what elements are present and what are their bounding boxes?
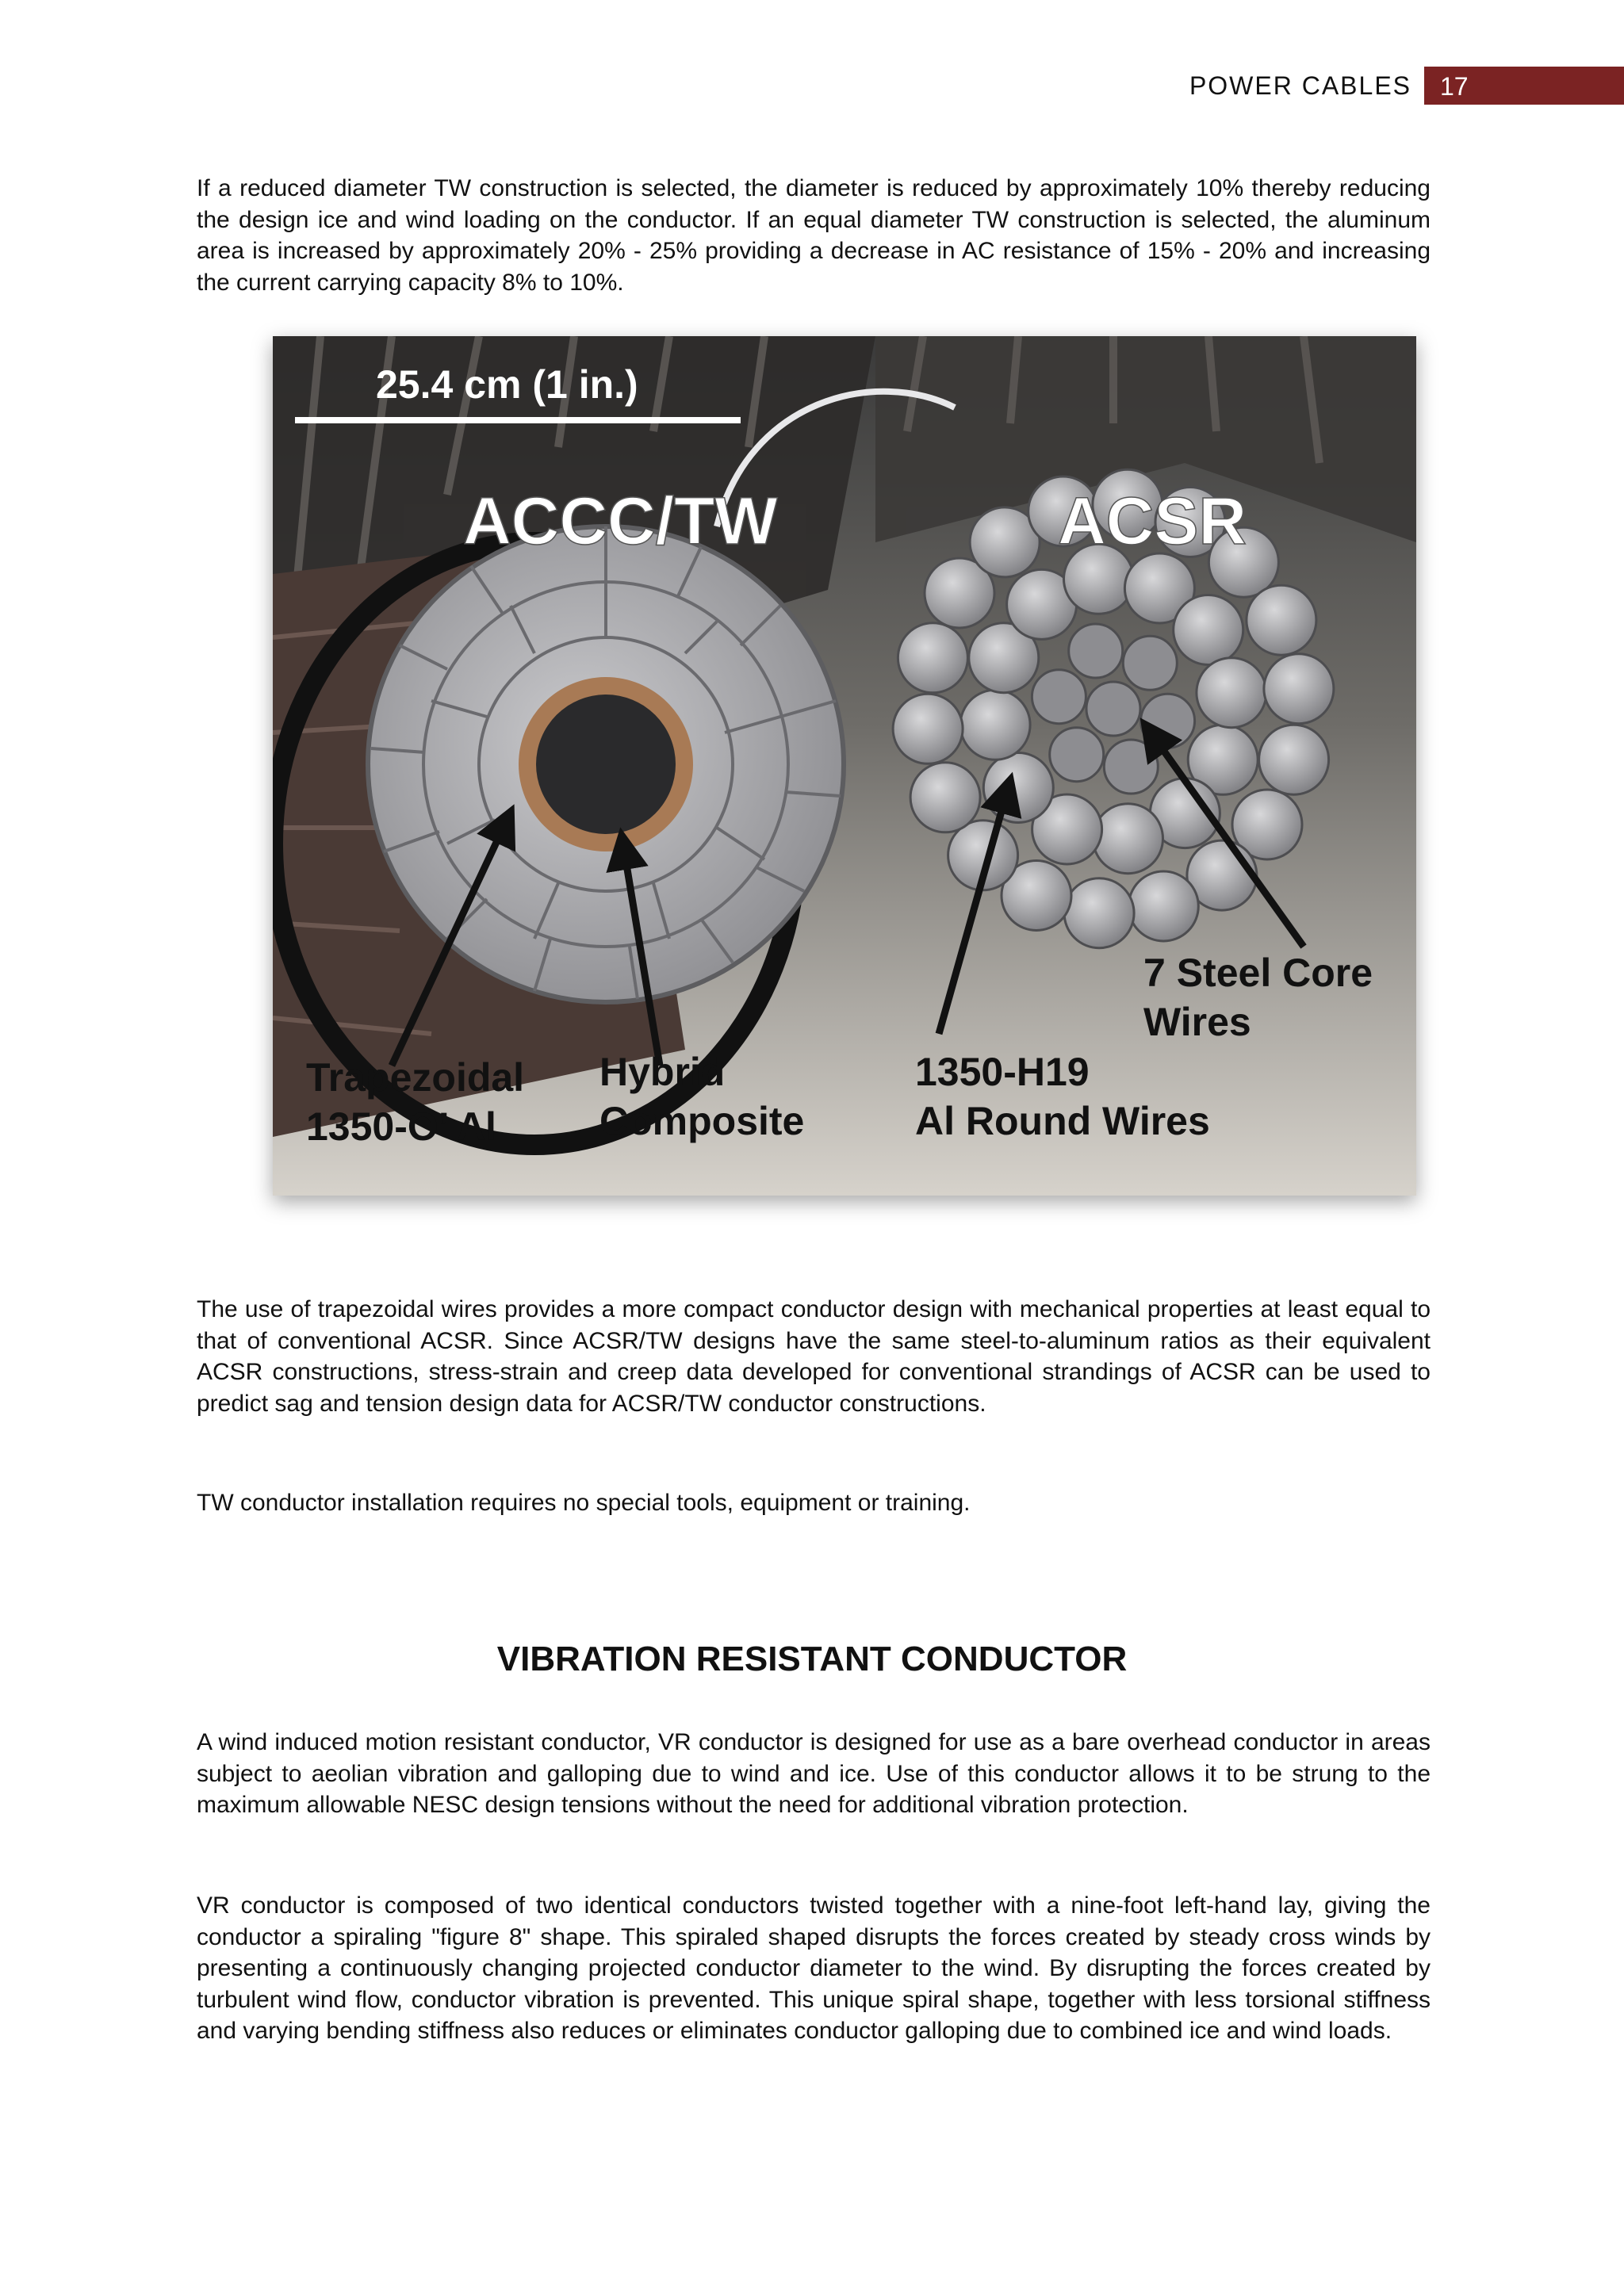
aluminum-round-wire [1197, 658, 1266, 728]
accc-tw-cross-section [368, 526, 844, 1002]
label-hybrid-line2: Composite [599, 1099, 805, 1143]
aluminum-round-wire [1264, 654, 1334, 724]
aluminum-round-wire [1094, 804, 1163, 874]
acsr-title: ACSR [1058, 484, 1247, 558]
aluminum-round-wire [1247, 585, 1316, 655]
label-trapezoidal-line2: 1350-O’ Al [306, 1104, 496, 1149]
accc-tw-title: ACCC/TW [463, 484, 778, 558]
aluminum-round-wire [898, 623, 967, 693]
steel-core-wire [1123, 636, 1177, 690]
section-heading: VIBRATION RESISTANT CONDUCTOR [496, 1640, 1128, 1678]
page-number: 17 [1440, 72, 1469, 101]
paragraph-vr-conductor-intro: A wind induced motion resistant conductor, VR conductor is designed for use as a bare overhead conductor in areas subject to aeolian vibration and galloping due to wind and ice. Use of this conductor allows it to be strung to the maximum allowable NESC design tensions without the need for additional vibration protection. [197, 1729, 1431, 1818]
page-header [0, 67, 1624, 105]
paragraph-tw-diameter: If a reduced diameter TW construction is selected, the diameter is reduced by approximately 10% thereby reducing the design ice and wind loading on the conductor. If an equal diameter TW construction is selected, the aluminum area is increased by approximately 20% - 25% providing a decrease in AC resistance of 15% - 20% and increasing the current carrying capacity 8% to 10%. [197, 175, 1431, 296]
label-round-line1: 1350-H19 [915, 1050, 1090, 1094]
paragraph-trapezoidal-wires: The use of trapezoidal wires provides a more compact conductor design with mechanical properties at least equal to that of conventional ACSR. Since ACSR/TW designs have the same steel-to-aluminum ratios as their equivalent ACSR constructions, stress-strain and creep data developed for conventional strandings of ACSR can be used to predict sag and tension design data for ACSR/TW conductor constructions. [197, 1296, 1431, 1417]
aluminum-round-wire [1174, 595, 1243, 665]
conductor-comparison-photo [273, 336, 1416, 1196]
aluminum-round-wire [960, 690, 1030, 760]
steel-core-wire [1141, 694, 1195, 748]
steel-core-wire [1104, 740, 1158, 794]
aluminum-round-wire [1128, 871, 1198, 941]
label-steel-line1: 7 Steel Core [1143, 951, 1373, 995]
aluminum-round-wire [1064, 878, 1134, 948]
aluminum-round-wire [893, 694, 963, 763]
paragraph-vr-conductor-design: VR conductor is composed of two identical conductors twisted together with a nine-foot left-hand lay, giving the conductor a spiraling "figure 8" shape. This spiraled shaped disrupts the forces created by steady cross winds by presenting a continuously changing projected conductor diameter to the wind. By disrupting the forces created by turbulent wind flow, conductor vibration is prevented. This unique spiral shape, together with less torsional stiffness and varying bending stiffness also reduces or eliminates conductor galloping due to combined ice and wind loads. [197, 1892, 1431, 2044]
steel-core-wire [1086, 682, 1140, 736]
aluminum-round-wire [1259, 725, 1329, 794]
steel-core-wire [1032, 670, 1086, 724]
aluminum-round-wire [910, 763, 980, 832]
label-steel-line2: Wires [1143, 1000, 1251, 1044]
label-round-line2: Al Round Wires [915, 1099, 1210, 1143]
scale-label: 25.4 cm (1 in.) [376, 362, 638, 407]
label-trapezoidal-line1: Trapezoidal [306, 1055, 525, 1100]
running-title: POWER CABLES [1189, 71, 1411, 100]
label-hybrid-line1: Hybrid [599, 1050, 726, 1094]
page-number-bar [1424, 67, 1624, 105]
steel-core-wire [1069, 624, 1123, 678]
paragraph-installation: TW conductor installation requires no special tools, equipment or training. [197, 1490, 971, 1516]
steel-core-wire [1050, 728, 1104, 782]
conductor-photo-illustration [273, 336, 1416, 1196]
aluminum-round-wire [983, 753, 1053, 823]
